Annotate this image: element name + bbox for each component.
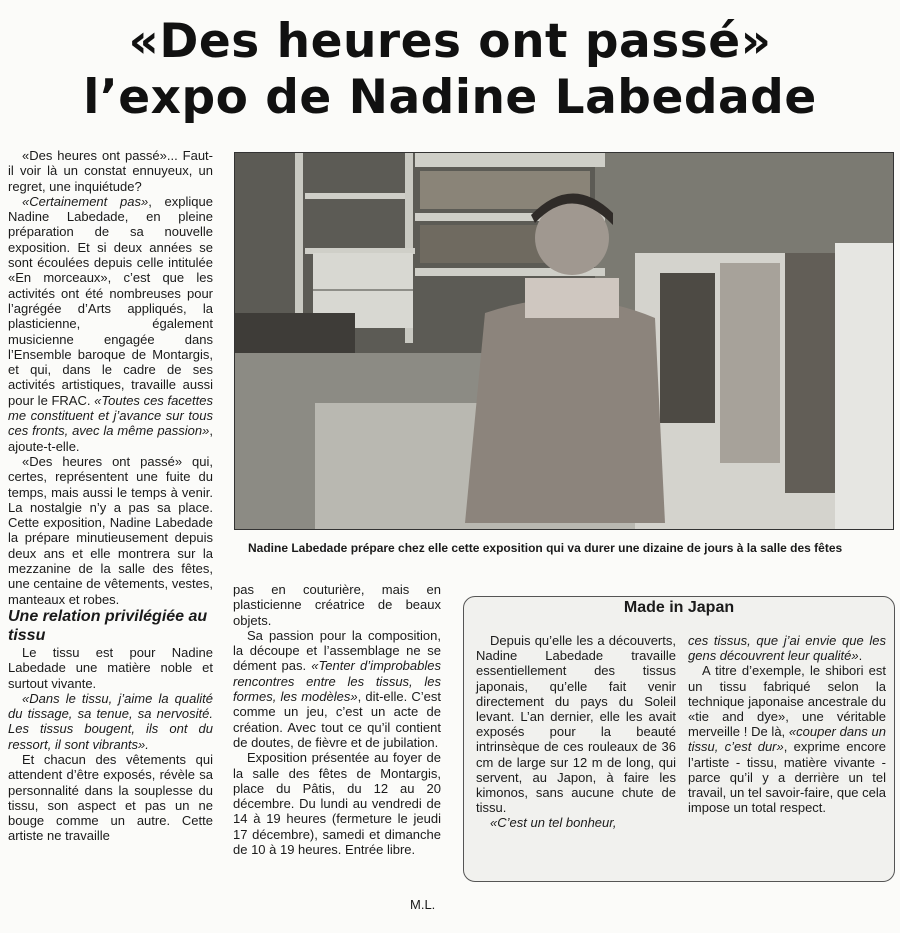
text: A titre d’exemple, le shibori est un tissu fabriqué selon la technique japonaise ancestrale du «tie and dye», une véritable merveille ! De là, (688, 663, 886, 740)
quote: «Tenter d’improbables rencontres entre les tissus, les formes, les modèles» (233, 658, 441, 705)
subheading: Une relation privilégiée au tissu (8, 607, 208, 644)
quote: «C’est un tel bonheur, (490, 815, 617, 831)
text: . (858, 648, 863, 664)
paragraph: «Des heures ont passé» qui, certes, représentent une fuite du temps, mais aussi le temps à venir. La nostalgie n’y a pas sa place. Cette exposition, Nadine Labedade la prépare minutieusement depuis deux ans et elle montrera sur la mezzanine de la salle des fêtes, une centaine de vêtements, vestes, manteaux et robes. (8, 453, 213, 607)
photo-illustration (235, 153, 893, 529)
paragraph: Depuis qu’elle les a découverts, Nadine Labedade travaille essentiellement des tissus japonais, qu’elle fait venir directement du pays du Soleil levant. L’an dernier, elle les avait exposés pour la beauté intrinsèque de ces rouleaux de 36 cm de large sur 12 m de long, qui servent, au Japon, à faire les kimonos, sans aucune chute de tissu. (476, 633, 676, 816)
paragraph (233, 628, 441, 750)
box-column-2 (688, 633, 886, 815)
text: , exprime encore l’artiste - tissu, matière vivante - parce qu’il y a derrière un tel travail, un tel savoir-faire, que cela impose un total respect. (688, 739, 886, 816)
sidebar-box (463, 596, 895, 882)
article-column-1 (8, 148, 213, 844)
quote: «Toutes ces facettes me constituent et j’avance sur tous ces fronts, avec la même passion» (8, 392, 213, 439)
article-photo (234, 152, 894, 530)
text: Sa passion pour la composition, la découpe et l’assemblage ne se dément pas. (233, 627, 441, 674)
text: , dit-elle. C’est comme un jeu, c’est un acte de création. Avec tout ce qu’il contient de doutes, de fièvre et de jubilation. (233, 689, 441, 750)
paragraph: pas en couturière, mais en plasticienne créatrice de beaux objets. (233, 582, 441, 628)
paragraph: Et chacun des vêtements qui attendent d’être exposés, révèle sa personnalité dans la souplesse du tissu, son aspect et pas un ne bouge comme un autre. Cette artiste ne travaille (8, 751, 213, 844)
text: , explique Nadine Labedade, en pleine préparation de sa nouvelle exposition. Et si deux années se sont écoulées depuis celle intitulée «En morceaux», c’est que les activités ont été nombreuses pour l’agrégée d’Arts appliqués, la plasticienne, également musicienne engagée dans l’Ensemble baroque de Montargis, et qui, dans le cadre de ses activités artistiques, travaille aussi pour le FRAC. (8, 193, 213, 408)
paragraph (476, 815, 676, 830)
paragraph (688, 663, 886, 815)
quote: «Certainement pas» (22, 193, 149, 209)
headline (0, 14, 900, 126)
box-column-1 (476, 633, 676, 831)
article-column-2 (233, 582, 441, 857)
quote: «couper dans un tissu, c’est dur» (688, 724, 886, 755)
quote: «Dans le tissu, j’aime la qualité du tissage, sa tenue, sa nervosité. Les tissus bougent, ils ont du ressort, il sont vibrants». (8, 690, 213, 752)
paragraph: Exposition présentée au foyer de la salle des fêtes de Montargis, place du Pâtis, du 12 au 20 décembre. Du lundi au vendredi de 14 à 19 heures (fermeture le jeudi 17 décembre), samedi et dimanche de 10 à 19 heures. Entrée libre. (233, 750, 441, 858)
paragraph: Le tissu est pour Nadine Labedade une matière noble et surtout vivante. (8, 644, 213, 691)
paragraph: «Des heures ont passé»... Faut-il voir là un constat ennuyeux, un regret, une inquiétude? (8, 148, 213, 194)
headline-line-2: l’expo de Nadine Labedade (83, 70, 817, 125)
headline-line-1: «Des heures ont passé» (128, 14, 772, 69)
signature: M.L. (410, 897, 436, 912)
paragraph (8, 194, 213, 454)
photo-caption: Nadine Labedade prépare chez elle cette exposition qui va durer une dizaine de jours à la salle des fêtes (248, 541, 843, 555)
quote: ces tissus, que j’ai envie que les gens découvrent leur qualité» (688, 633, 886, 664)
box-title: Made in Japan (623, 599, 735, 616)
paragraph (688, 633, 886, 663)
paragraph (8, 691, 213, 752)
text: , ajoute-t-elle. (8, 423, 213, 454)
